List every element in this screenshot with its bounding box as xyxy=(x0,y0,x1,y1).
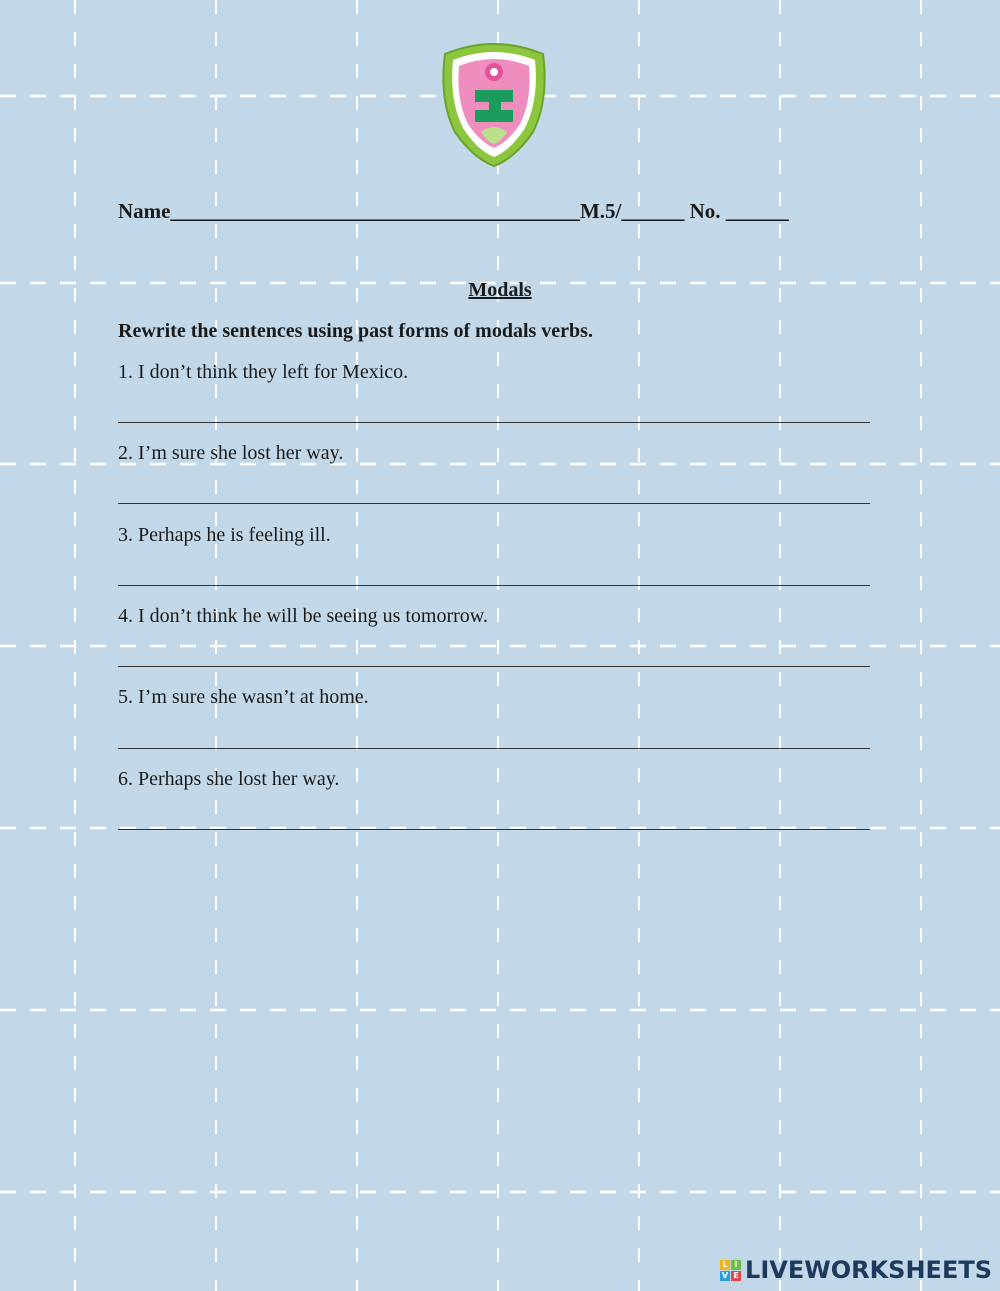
answer-field-4[interactable] xyxy=(118,644,870,667)
answer-field-6[interactable] xyxy=(118,807,870,830)
brand-text: LIVEWORKSHEETS xyxy=(745,1256,992,1284)
answer-field-3[interactable] xyxy=(118,563,870,586)
brand-tiles-icon xyxy=(720,1260,741,1281)
school-crest-icon xyxy=(437,40,551,168)
brand-tile: V xyxy=(721,1271,729,1280)
question-3: 3. Perhaps he is feeling ill. xyxy=(118,524,331,546)
question-2: 2. I’m sure she lost her way. xyxy=(118,442,344,464)
brand-tile: L xyxy=(720,1260,730,1270)
instruction-text: Rewrite the sentences using past forms of modals verbs. xyxy=(118,320,593,342)
answer-field-5[interactable] xyxy=(118,726,870,749)
answer-field-2[interactable] xyxy=(118,481,870,504)
question-4: 4. I don’t think he will be seeing us tomorrow. xyxy=(118,605,488,627)
brand-tile: I xyxy=(731,1260,741,1270)
question-6: 6. Perhaps she lost her way. xyxy=(118,768,340,790)
answer-field-1[interactable] xyxy=(118,400,870,423)
student-info-line[interactable]: Name_______________________________________M.5/______ No. ______ xyxy=(118,199,789,223)
worksheet-title: Modals xyxy=(468,279,532,301)
question-5: 5. I’m sure she wasn’t at home. xyxy=(118,686,369,708)
brand-tile: E xyxy=(731,1271,741,1281)
question-1: 1. I don’t think they left for Mexico. xyxy=(118,361,409,383)
liveworksheets-logo xyxy=(720,1256,992,1284)
